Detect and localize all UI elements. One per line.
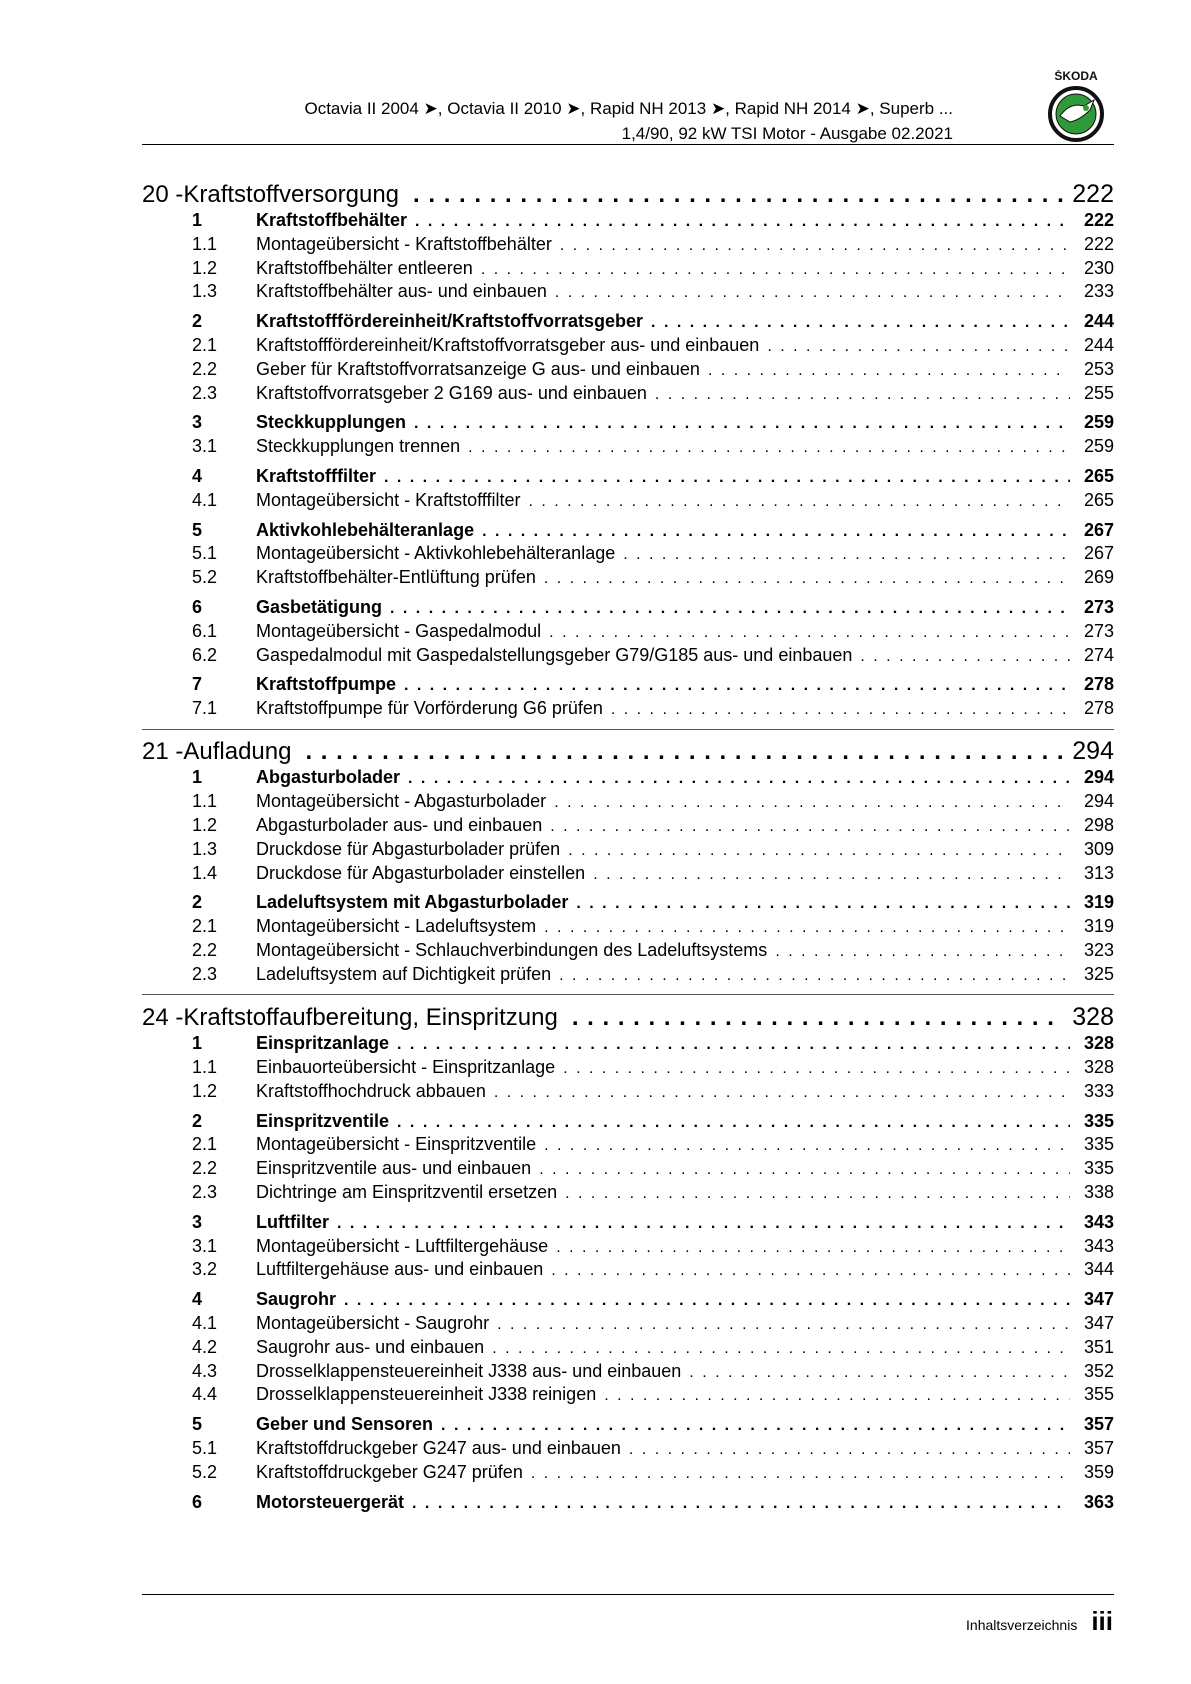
toc-entry-page-number: 347: [1083, 1289, 1114, 1309]
toc-entry-page-number: 269: [1083, 567, 1114, 587]
toc-entry-page-number: 222: [1083, 234, 1114, 254]
toc-entry-title: Montageübersicht - Saugrohr: [256, 1313, 490, 1333]
toc-entry-title: Kraftstoffpumpe für Vorförderung G6 prüfen: [256, 698, 603, 718]
footer-rule: [142, 1594, 1114, 1595]
toc-entry-title: Kraftstoffpumpe: [256, 674, 396, 694]
toc-entry-title: Montageübersicht - Einspritzventile: [256, 1134, 537, 1154]
toc-sub-row[interactable]: [142, 335, 1114, 359]
toc-dot-leader: [775, 943, 1070, 961]
toc-section-row[interactable]: [142, 1414, 1114, 1438]
toc-entry-number: 5: [192, 520, 203, 540]
toc-chapter-row[interactable]: [142, 1003, 1114, 1033]
toc-entry-page-number: 244: [1083, 335, 1114, 355]
toc-entry-number: 1.3: [192, 839, 218, 859]
toc-entry-page-number: 259: [1083, 436, 1114, 456]
toc-dot-leader: [414, 415, 1070, 433]
toc-entry-page-number: 294: [1083, 767, 1114, 787]
toc-dot-leader: [708, 362, 1070, 380]
toc-dot-leader: [860, 648, 1070, 666]
toc-entry-page-number: 233: [1083, 281, 1114, 301]
toc-dot-leader: [565, 1185, 1070, 1203]
toc-sub-row[interactable]: [142, 791, 1114, 815]
toc-entry-page-number: 351: [1083, 1337, 1114, 1357]
toc-sub-row[interactable]: [142, 1384, 1114, 1408]
toc-dot-leader: [397, 1114, 1070, 1132]
toc-entry-title: Kraftstofffilter: [256, 466, 376, 486]
toc-dot-leader: [415, 213, 1070, 231]
toc-dot-leader: [468, 439, 1070, 457]
toc-entry-title: Kraftstoffvorratsgeber 2 G169 aus- und einbauen: [256, 383, 647, 403]
toc-chapter-row[interactable]: [142, 737, 1114, 767]
toc-entry-number: 1.3: [192, 281, 218, 301]
toc-entry-number: 3.1: [192, 436, 218, 456]
toc-sub-row[interactable]: [142, 490, 1114, 514]
header-rule: [142, 144, 1114, 145]
toc-entry-page-number: 335: [1083, 1111, 1114, 1131]
toc-entry-title: Gasbetätigung: [256, 597, 383, 617]
toc-entry-title: Kraftstoffbehälter-Entlüftung prüfen: [256, 567, 536, 587]
toc-entry-page-number: 323: [1083, 940, 1114, 960]
toc-section-row[interactable]: [142, 412, 1114, 436]
document-header: [304, 96, 953, 146]
toc-entry-number: 6.1: [192, 621, 218, 641]
toc-dot-leader: [689, 1364, 1070, 1382]
toc-sub-row[interactable]: [142, 964, 1114, 988]
toc-entry-page-number: 335: [1083, 1134, 1114, 1154]
toc-entry-page-number: 355: [1083, 1384, 1114, 1404]
toc-entry-number: 5.2: [192, 567, 218, 587]
toc-dot-leader: [544, 919, 1070, 937]
toc-dot-leader: [563, 1060, 1070, 1078]
toc-sub-row[interactable]: [142, 1438, 1114, 1462]
toc-entry-page-number: 328: [1083, 1057, 1114, 1077]
toc-entry-number: 1: [192, 1033, 203, 1053]
toc-entry-number: 2.3: [192, 383, 218, 403]
toc-entry-number: 4.1: [192, 1313, 218, 1333]
toc-dot-leader: [559, 967, 1070, 985]
toc-entry-number: 1.1: [192, 791, 218, 811]
toc-entry-page-number: 338: [1083, 1182, 1114, 1202]
toc-dot-leader: [492, 1340, 1070, 1358]
toc-entry-page-number: 294: [1072, 737, 1114, 765]
toc-entry-page-number: 357: [1083, 1438, 1114, 1458]
toc-entry-title: Kraftstoffversorgung: [183, 181, 400, 208]
toc-entry-title: Montageübersicht - Ladeluftsystem: [256, 916, 537, 936]
toc-sub-row[interactable]: [142, 281, 1114, 305]
toc-entry-title: Luftfiltergehäuse aus- und einbauen: [256, 1259, 544, 1279]
toc-entry-page-number: 328: [1072, 1003, 1114, 1031]
toc-entry-title: Kraftstoffdruckgeber G247 aus- und einbauen: [256, 1438, 621, 1458]
toc-entry-page-number: 222: [1083, 210, 1114, 230]
toc-entry-page-number: 359: [1083, 1462, 1114, 1482]
toc-entry-page-number: 244: [1083, 311, 1114, 331]
toc-entry-title: Druckdose für Abgasturbolader einstellen: [256, 863, 586, 883]
toc-entry-title: Kraftstoffbehälter aus- und einbauen: [256, 281, 547, 301]
toc-entry-number: 6: [192, 1492, 203, 1512]
toc-dot-leader: [554, 794, 1070, 812]
toc-entry-page-number: 274: [1083, 645, 1114, 665]
toc-chapter-row[interactable]: [142, 180, 1114, 210]
toc-dot-leader: [481, 261, 1070, 279]
toc-sub-row[interactable]: [142, 1337, 1114, 1361]
toc-entry-number: 2.3: [192, 964, 218, 984]
toc-entry-number: 6.2: [192, 645, 218, 665]
toc-dot-leader: [555, 284, 1070, 302]
toc-entry-number: 6: [192, 597, 203, 617]
toc-entry-title: Kraftstoffbehälter entleeren: [256, 258, 473, 278]
header-models: Octavia II 2004 ➤, Octavia II 2010 ➤, Rapid NH 2013 ➤, Rapid NH 2014 ➤, Superb ...: [304, 99, 953, 118]
toc-dot-leader: [550, 818, 1070, 836]
header-engine: 1,4/90, 92 kW TSI Motor - Ausgabe 02.2021: [621, 124, 953, 143]
toc-entry-page-number: 363: [1083, 1492, 1114, 1512]
toc-entry-page-number: 267: [1083, 543, 1114, 563]
toc-entry-number: 2: [192, 1111, 203, 1131]
toc-entry-number: 7: [192, 674, 203, 694]
toc-entry-page-number: 273: [1083, 621, 1114, 641]
toc-dot-leader: [651, 314, 1070, 332]
toc-sub-row[interactable]: [142, 645, 1114, 669]
toc-entry-number: 3.2: [192, 1259, 218, 1279]
toc-dot-leader: [604, 1387, 1070, 1405]
toc-entry-number: 1.2: [192, 258, 218, 278]
toc-dot-leader: [404, 677, 1070, 695]
toc-entry-title: Gaspedalmodul mit Gaspedalstellungsgeber G79/G185 aus- und einbauen: [256, 645, 853, 665]
toc-entry-title: Drosselklappensteuereinheit J338 reinigen: [256, 1384, 597, 1404]
chapter-separator: [142, 994, 1114, 995]
toc-entry-number: 1.2: [192, 1081, 218, 1101]
toc-sub-row[interactable]: [142, 1134, 1114, 1158]
toc-entry-number: 4.3: [192, 1361, 218, 1381]
toc-dot-leader: [305, 738, 1064, 766]
toc-entry-title: Dichtringe am Einspritzventil ersetzen: [256, 1182, 558, 1202]
toc-dot-leader: [544, 1137, 1070, 1155]
toc-entry-page-number: 347: [1083, 1313, 1114, 1333]
toc-dot-leader: [623, 546, 1070, 564]
toc-dot-leader: [568, 842, 1070, 860]
toc-entry-page-number: 313: [1083, 863, 1114, 883]
toc-entry-page-number: 335: [1083, 1158, 1114, 1178]
toc-sub-row[interactable]: [142, 258, 1114, 282]
toc-entry-title: Einspritzventile aus- und einbauen: [256, 1158, 532, 1178]
toc-dot-leader: [344, 1292, 1070, 1310]
toc-entry-title: Kraftstofffördereinheit/Kraftstoffvorratsgeber: [256, 311, 644, 331]
toc-entry-number: 5.1: [192, 1438, 218, 1458]
toc-entry-number: 24 -: [142, 1004, 184, 1031]
toc-entry-number: 21 -: [142, 738, 184, 765]
toc-dot-leader: [531, 1465, 1070, 1483]
toc-sub-row[interactable]: [142, 1236, 1114, 1260]
toc-dot-leader: [384, 469, 1070, 487]
toc-section-row[interactable]: [142, 466, 1114, 490]
toc-entry-number: 4: [192, 466, 203, 486]
toc-entry-number: 4: [192, 1289, 203, 1309]
toc-entry-page-number: 309: [1083, 839, 1114, 859]
toc-dot-leader: [397, 1036, 1070, 1054]
toc-sub-row[interactable]: [142, 436, 1114, 460]
toc-section-row[interactable]: [142, 1111, 1114, 1135]
svg-text:ŠKODA: ŠKODA: [1054, 70, 1098, 83]
toc-entry-title: Geber für Kraftstoffvorratsanzeige G aus- und einbauen: [256, 359, 700, 379]
toc-entry-page-number: 222: [1072, 180, 1114, 208]
toc-dot-leader: [528, 493, 1070, 511]
toc-dot-leader: [655, 386, 1070, 404]
toc-sub-row[interactable]: [142, 839, 1114, 863]
toc-entry-number: 20 -: [142, 181, 184, 208]
toc-entry-page-number: 325: [1083, 964, 1114, 984]
toc-entry-title: Montageübersicht - Schlauchverbindungen des Ladeluftsystems: [256, 940, 768, 960]
toc-dot-leader: [572, 1004, 1064, 1032]
toc-section-row[interactable]: [142, 1492, 1114, 1516]
toc-entry-page-number: 255: [1083, 383, 1114, 403]
toc-section-row[interactable]: [142, 892, 1114, 916]
toc-section-row[interactable]: [142, 1033, 1114, 1057]
toc-entry-title: Kraftstoffhochdruck abbauen: [256, 1081, 486, 1101]
toc-entry-page-number: 253: [1083, 359, 1114, 379]
toc-entry-page-number: 265: [1083, 490, 1114, 510]
toc-entry-title: Kraftstoffbehälter: [256, 210, 408, 230]
toc-dot-leader: [337, 1215, 1070, 1233]
toc-sub-row[interactable]: [142, 621, 1114, 645]
toc-dot-leader: [412, 1495, 1070, 1513]
toc-section-row[interactable]: [142, 520, 1114, 544]
toc-sub-row[interactable]: [142, 940, 1114, 964]
toc-entry-page-number: 352: [1083, 1361, 1114, 1381]
toc-dot-leader: [413, 181, 1064, 209]
toc-entry-number: 5.1: [192, 543, 218, 563]
toc-section-row[interactable]: [142, 1289, 1114, 1313]
toc-entry-page-number: 319: [1083, 892, 1114, 912]
toc-entry-title: Montageübersicht - Kraftstoffbehälter: [256, 234, 552, 254]
toc-section-row[interactable]: [142, 1212, 1114, 1236]
toc-entry-number: 2.2: [192, 940, 218, 960]
toc-entry-number: 2: [192, 892, 203, 912]
footer-page-number: iii: [1091, 1606, 1113, 1636]
toc-entry-title: Einspritzventile: [256, 1111, 390, 1131]
toc-sub-row[interactable]: [142, 1361, 1114, 1385]
toc-entry-title: Einbauorteübersicht - Einspritzanlage: [256, 1057, 556, 1077]
toc-entry-number: 2.1: [192, 1134, 218, 1154]
toc-sub-row[interactable]: [142, 916, 1114, 940]
toc-entry-number: 1: [192, 767, 203, 787]
toc-entry-number: 1.4: [192, 863, 218, 883]
toc-entry-title: Kraftstoffdruckgeber G247 prüfen: [256, 1462, 523, 1482]
toc-entry-number: 3: [192, 412, 203, 432]
toc-sub-row[interactable]: [142, 543, 1114, 567]
toc-entry-number: 2.1: [192, 335, 218, 355]
toc-section-row[interactable]: [142, 311, 1114, 335]
toc-dot-leader: [494, 1084, 1070, 1102]
toc-section-row[interactable]: [142, 210, 1114, 234]
skoda-logo-icon: [1040, 70, 1112, 142]
toc-entry-title: Drosselklappensteuereinheit J338 aus- und einbauen: [256, 1361, 682, 1381]
toc-entry-number: 5: [192, 1414, 203, 1434]
toc-entry-title: Ladeluftsystem mit Abgasturbolader: [256, 892, 569, 912]
toc-sub-row[interactable]: [142, 1057, 1114, 1081]
toc-dot-leader: [497, 1316, 1070, 1334]
toc-entry-title: Aktivkohlebehälteranlage: [256, 520, 475, 540]
toc-entry-number: 3.1: [192, 1236, 218, 1256]
toc-dot-leader: [576, 895, 1070, 913]
toc-dot-leader: [556, 1239, 1070, 1257]
toc-entry-page-number: 278: [1083, 674, 1114, 694]
toc-dot-leader: [549, 624, 1070, 642]
toc-entry-page-number: 343: [1083, 1236, 1114, 1256]
toc-sub-row[interactable]: [142, 863, 1114, 887]
toc-entry-page-number: 298: [1083, 815, 1114, 835]
toc-entry-title: Montageübersicht - Kraftstofffilter: [256, 490, 521, 510]
toc-entry-number: 2.2: [192, 359, 218, 379]
toc-sub-row[interactable]: [142, 1313, 1114, 1337]
toc-entry-number: 2.1: [192, 916, 218, 936]
toc-entry-number: 1.1: [192, 1057, 218, 1077]
toc-section-row[interactable]: [142, 767, 1114, 791]
toc-entry-number: 5.2: [192, 1462, 218, 1482]
toc-entry-number: 2.2: [192, 1158, 218, 1178]
toc-entry-page-number: 267: [1083, 520, 1114, 540]
toc-entry-title: Einspritzanlage: [256, 1033, 390, 1053]
toc-section-row[interactable]: [142, 674, 1114, 698]
toc-entry-page-number: 343: [1083, 1212, 1114, 1232]
toc-sub-row[interactable]: [142, 1081, 1114, 1105]
toc-entry-page-number: 278: [1083, 698, 1114, 718]
toc-entry-title: Kraftstofffördereinheit/Kraftstoffvorratsgeber aus- und einbauen: [256, 335, 760, 355]
toc-entry-number: 2.3: [192, 1182, 218, 1202]
toc-entry-title: Geber und Sensoren: [256, 1414, 434, 1434]
toc-entry-title: Kraftstoffaufbereitung, Einspritzung: [183, 1004, 558, 1031]
toc-section-row[interactable]: [142, 597, 1114, 621]
toc-dot-leader: [551, 1262, 1070, 1280]
toc-entry-page-number: 344: [1083, 1259, 1114, 1279]
toc-entry-page-number: 259: [1083, 412, 1114, 432]
toc-entry-title: Montageübersicht - Abgasturbolader: [256, 791, 547, 811]
toc-dot-leader: [544, 570, 1070, 588]
toc-sub-row[interactable]: [142, 567, 1114, 591]
toc-entry-title: Abgasturbolader: [256, 767, 401, 787]
toc-dot-leader: [560, 237, 1070, 255]
toc-entry-title: Montageübersicht - Aktivkohlebehälteranlage: [256, 543, 616, 563]
toc-entry-title: Montageübersicht - Luftfiltergehäuse: [256, 1236, 549, 1256]
toc-entry-page-number: 273: [1083, 597, 1114, 617]
toc-entry-number: 2: [192, 311, 203, 331]
toc-dot-leader: [593, 866, 1070, 884]
toc-entry-title: Saugrohr aus- und einbauen: [256, 1337, 485, 1357]
toc-entry-page-number: 357: [1083, 1414, 1114, 1434]
toc-entry-title: Luftfilter: [256, 1212, 329, 1232]
toc-entry-number: 1: [192, 210, 203, 230]
toc-entry-title: Motorsteuergerät: [256, 1492, 405, 1512]
toc-entry-title: Ladeluftsystem auf Dichtigkeit prüfen: [256, 964, 552, 984]
toc-dot-leader: [482, 523, 1070, 541]
toc-entry-title: Montageübersicht - Gaspedalmodul: [256, 621, 542, 641]
toc-sub-row[interactable]: [142, 234, 1114, 258]
chapter-separator: [142, 729, 1114, 730]
toc-entry-title: Aufladung: [183, 738, 292, 765]
toc-sub-row[interactable]: [142, 1158, 1114, 1182]
toc-sub-row[interactable]: [142, 383, 1114, 407]
toc-entry-page-number: 333: [1083, 1081, 1114, 1101]
toc-entry-number: 4.2: [192, 1337, 218, 1357]
toc-entry-title: Abgasturbolader aus- und einbauen: [256, 815, 543, 835]
toc-dot-leader: [408, 770, 1070, 788]
toc-dot-leader: [767, 338, 1070, 356]
toc-entry-title: Saugrohr: [256, 1289, 337, 1309]
toc-entry-number: 4.4: [192, 1384, 218, 1404]
toc-entry-page-number: 230: [1083, 258, 1114, 278]
page-footer: [966, 1606, 1113, 1637]
toc-entry-title: Steckkupplungen: [256, 412, 407, 432]
toc-entry-number: 7.1: [192, 698, 218, 718]
toc-entry-page-number: 294: [1083, 791, 1114, 811]
toc-dot-leader: [539, 1161, 1070, 1179]
toc-entry-page-number: 265: [1083, 466, 1114, 486]
toc-sub-row[interactable]: [142, 1182, 1114, 1206]
footer-label: Inhaltsverzeichnis: [966, 1617, 1078, 1633]
toc-entry-number: 3: [192, 1212, 203, 1232]
toc-dot-leader: [611, 701, 1070, 719]
toc-entry-number: 1.1: [192, 234, 218, 254]
toc-sub-row[interactable]: [142, 359, 1114, 383]
toc-sub-row[interactable]: [142, 698, 1114, 722]
toc-sub-row[interactable]: [142, 815, 1114, 839]
toc-dot-leader: [441, 1417, 1070, 1435]
toc-dot-leader: [629, 1441, 1070, 1459]
toc-dot-leader: [390, 600, 1070, 618]
toc-sub-row[interactable]: [142, 1259, 1114, 1283]
toc-entry-page-number: 319: [1083, 916, 1114, 936]
toc-entry-number: 1.2: [192, 815, 218, 835]
toc-entry-title: Steckkupplungen trennen: [256, 436, 461, 456]
toc-entry-number: 4.1: [192, 490, 218, 510]
toc-entry-page-number: 328: [1083, 1033, 1114, 1053]
toc-sub-row[interactable]: [142, 1462, 1114, 1486]
toc-entry-title: Druckdose für Abgasturbolader prüfen: [256, 839, 561, 859]
